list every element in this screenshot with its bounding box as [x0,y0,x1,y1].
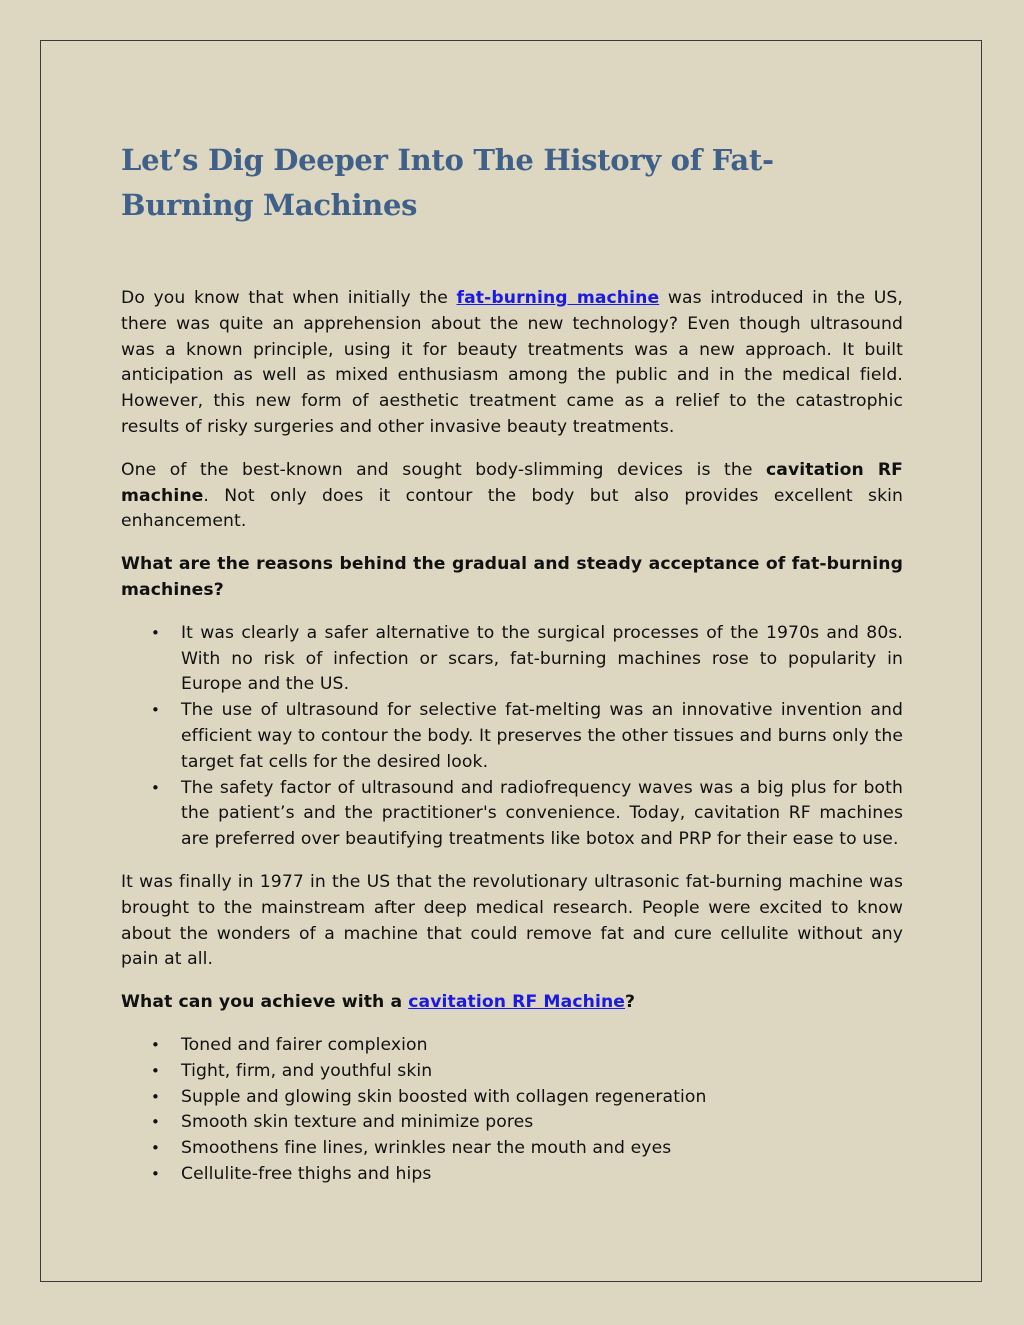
benefit-text: Supple and glowing skin boosted with collagen regeneration [181,1086,707,1107]
bullet-icon: • [151,1061,160,1080]
reason-text: The safety factor of ultrasound and radiofrequency waves was a big plus for both the patient’s and the practitioner's convenience. Today, cavitation RF machines are preferred over beautifying treatments like botox and PRP for their ease to use. [181,777,903,850]
device-name-bold: cavitation RF machine [121,459,904,506]
intro-text-before: Do you know that when initially the [121,288,457,308]
benefits-question [121,990,903,1016]
benefits-question-before: What can you achieve with a [121,992,409,1013]
cavitation-rf-machine-link[interactable]: cavitation RF Machine [408,992,626,1013]
device-paragraph [121,458,903,535]
list-item [121,776,903,853]
device-text-before: One of the best-known and sought body-slimming devices is the [121,459,766,480]
benefit-text: Smoothens fine lines, wrinkles near the mouth and eyes [181,1138,672,1159]
device-text-after: . Not only does it contour the body but also provides excellent skin enhancement. [121,485,903,532]
benefit-text: Cellulite-free thighs and hips [181,1163,432,1184]
benefit-text: Toned and fairer complexion [181,1034,428,1055]
reasons-question: What are the reasons behind the gradual and steady acceptance of fat-burning machines? [121,554,903,600]
page-title: Let’s Dig Deeper Into The History of Fat-Burning Machines [121,143,774,222]
bullet-icon: • [151,1087,160,1106]
benefit-text: Smooth skin texture and minimize pores [181,1112,534,1133]
reason-text: The use of ultrasound for selective fat-melting was an innovative invention and efficient way to contour the body. It preserves the other tissues and burns only the target fat cells for the desired look. [181,700,904,772]
bullet-icon: • [151,1139,160,1158]
reasons-list [121,621,903,853]
history-paragraph: It was finally in 1977 in the US that the revolutionary ultrasonic fat-burning machine was brought to the mainstream after deep medical research. People were excited to know about the wonders of a machine that could remove fat and cure cellulite without any pain at all. [121,871,903,970]
bullet-icon: • [151,1113,160,1132]
intro-paragraph [121,286,903,441]
list-item [121,1033,903,1059]
bullet-icon: • [151,778,160,797]
intro-text-after: was introduced in the US, there was quite an apprehension about the new technology? Even though ultrasound was a known principle, using it for beauty treatments was a new approach. It built anticipation as well as mixed enthusiasm among the public and in the medical field. However, this new form of aesthetic treatment came as a relief to the catastrophic results of risky surgeries and other invasive beauty treatments. [121,288,903,437]
list-item [121,1059,903,1085]
list-item [121,1136,903,1162]
list-item [121,1162,903,1188]
bullet-icon: • [151,623,160,642]
benefits-question-after: ? [625,992,636,1013]
list-item [121,698,903,775]
benefit-text: Tight, firm, and youthful skin [181,1060,433,1081]
list-item [121,1085,903,1111]
reason-text: It was clearly a safer alternative to the surgical processes of the 1970s and 80s. With no risk of infection or scars, fat-burning machines rose to popularity in Europe and the US. [181,622,903,695]
benefits-list [121,1033,903,1188]
bullet-icon: • [151,701,160,720]
document-body [121,138,903,1188]
bullet-icon: • [151,1164,160,1183]
list-item [121,621,903,698]
fat-burning-machine-link[interactable]: fat-burning machine [456,288,660,308]
bullet-icon: • [151,1035,160,1054]
list-item [121,1110,903,1136]
